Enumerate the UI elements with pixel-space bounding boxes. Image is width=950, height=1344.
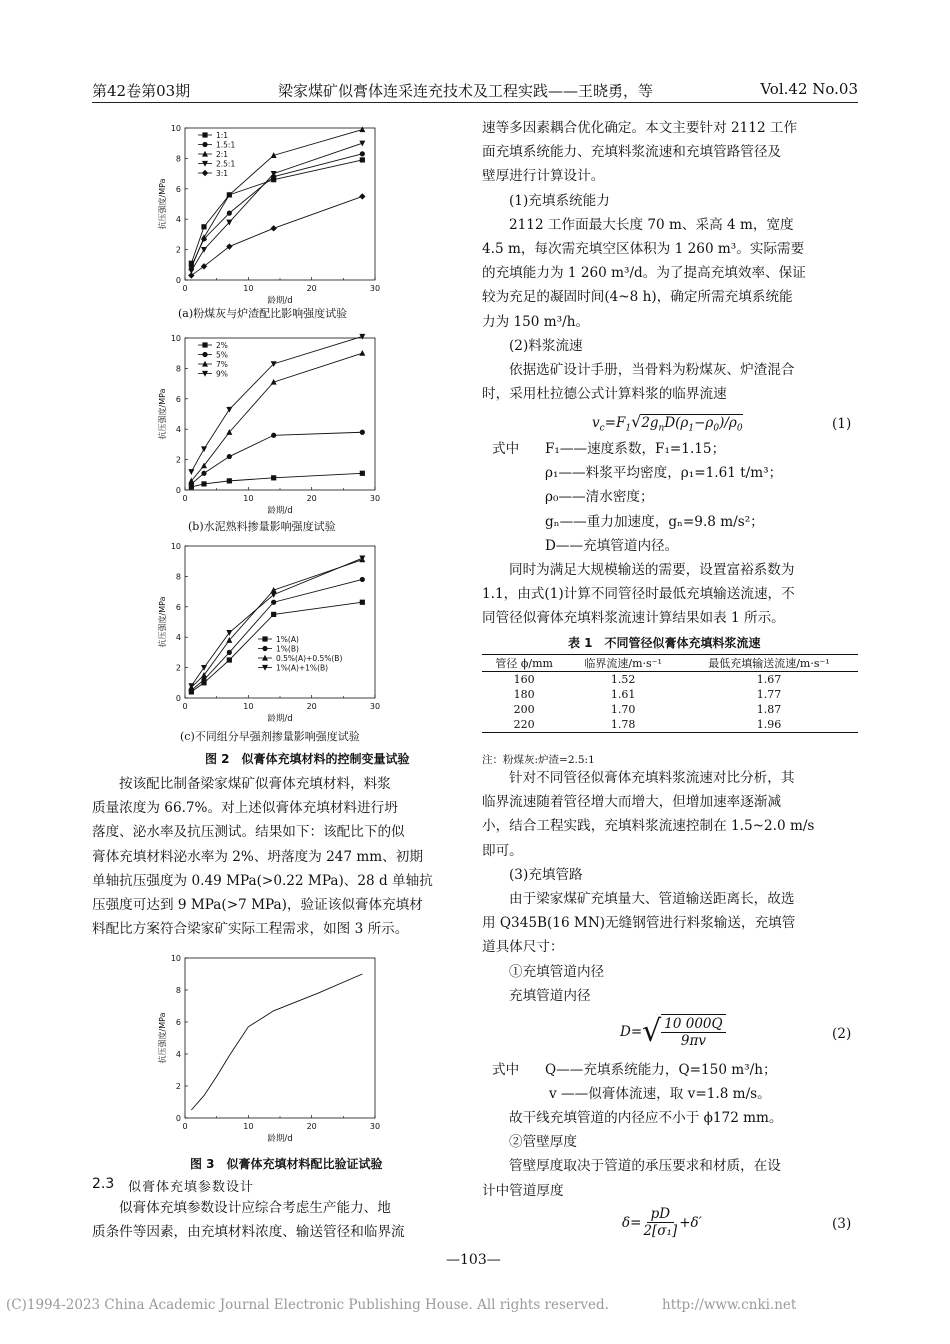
table-cell: 220	[513, 718, 535, 731]
x-tick-label: 30	[369, 1122, 381, 1131]
y-tick-label: 6	[175, 184, 181, 194]
legend-label: 2.5:1	[216, 159, 236, 169]
x-axis-label: 龄期/d	[267, 1134, 293, 1144]
series-line	[191, 432, 362, 484]
subheading: (3)充填管路	[509, 866, 583, 883]
y-tick-label: 0	[175, 276, 181, 285]
table-note: 注：粉煤灰:炉渣=2.5:1	[482, 754, 595, 766]
table-cell: 1.77	[756, 688, 782, 701]
text-line: 1.1，由式(1)计算不同管径时最低充填输送流速，不	[482, 586, 795, 603]
data-point	[360, 151, 365, 156]
y-tick-label: 8	[175, 986, 181, 995]
legend-marker	[202, 132, 207, 137]
y-tick-label: 10	[170, 542, 181, 551]
table-cell: 1.78	[610, 718, 636, 731]
data-point	[271, 433, 276, 438]
text-line: 料配比方案符合梁家矿实际工程需求，如图 3 所示。	[92, 921, 409, 938]
page-number: —103—	[446, 1252, 501, 1268]
series-line	[191, 974, 362, 1110]
where-item: gₙ——重力加速度，gₙ=9.8 m/s²；	[545, 513, 764, 530]
header-volume: Vol.42 No.03	[760, 80, 858, 98]
subheading: (1)充填系统能力	[509, 192, 610, 209]
table-cell: 1.70	[610, 703, 636, 716]
x-tick-label: 0	[182, 702, 188, 711]
table-cell: 1.61	[610, 688, 636, 701]
eq2-lhs: D=	[620, 1023, 643, 1040]
eq1-root-e: −ρ	[694, 415, 714, 431]
x-tick-label: 30	[369, 284, 381, 293]
eq1-number: (1)	[832, 416, 852, 432]
legend-label: 7%	[216, 360, 228, 369]
x-tick-label: 20	[306, 702, 317, 711]
legend-label: 1.5:1	[216, 140, 236, 150]
eq1-root: 2g	[641, 415, 659, 431]
legend-label: 5%	[216, 350, 228, 360]
data-point	[188, 272, 194, 278]
table-cell: 1.96	[756, 718, 782, 731]
header-article-title: 梁家煤矿似膏体连采连充技术及工程实践——王晓勇，等	[278, 82, 654, 100]
y-tick-label: 4	[175, 425, 181, 435]
x-axis-label: 龄期/d	[267, 296, 293, 306]
data-point	[271, 600, 276, 605]
x-axis-label: 龄期/d	[267, 714, 293, 724]
y-tick-label: 4	[175, 1050, 181, 1059]
text-line: 时，采用杜拉德公式计算料浆的临界流速	[482, 386, 727, 403]
legend-label: 2:1	[216, 150, 229, 159]
text-line: 由于梁家煤矿充填量大、管道输送距离长，故选	[509, 891, 795, 908]
text-line: 依据选矿设计手册，当骨料为粉煤灰、炉渣混合	[509, 362, 795, 379]
y-axis-label: 抗压强度/MPa	[158, 596, 167, 648]
where-list-2	[545, 1058, 777, 1106]
data-point	[360, 157, 365, 162]
where-item: Q——充填系统能力，Q=150 m³/h；	[545, 1062, 777, 1078]
legend-label: 3:1	[216, 169, 229, 178]
where-list-1	[545, 437, 782, 558]
data-point	[360, 577, 365, 582]
y-tick-label: 10	[170, 954, 181, 963]
eq1-root-c: D(ρ	[664, 415, 689, 431]
data-point	[201, 471, 206, 476]
y-tick-label: 6	[175, 1018, 181, 1027]
x-tick-label: 10	[243, 494, 254, 503]
eq1-root-h: 0	[736, 423, 743, 434]
x-tick-label: 30	[369, 702, 381, 711]
y-tick-label: 0	[175, 1114, 181, 1123]
data-point	[227, 478, 232, 483]
eq2-number: (2)	[832, 1026, 852, 1042]
y-tick-label: 6	[175, 394, 181, 404]
y-axis-label: 抗压强度/MPa	[158, 1012, 167, 1064]
x-tick-label: 0	[182, 284, 188, 293]
y-tick-label: 8	[175, 572, 181, 582]
subheading: ②管壁厚度	[509, 1134, 577, 1151]
text-line: 似膏体充填参数设计应综合考虑生产能力、地	[119, 1200, 391, 1216]
chart-a	[140, 118, 385, 328]
x-tick-label: 10	[243, 284, 254, 293]
y-tick-label: 10	[170, 334, 181, 343]
data-point	[227, 454, 232, 459]
table-row	[482, 702, 858, 717]
text-line: 质量浓度为 66.7%。对上述似膏体充填材料进行坍	[92, 800, 398, 817]
eq1-root-d: 1	[688, 423, 695, 434]
table-cell: 180	[513, 688, 535, 701]
text-line: 4.5 m，每次需充填空区体积为 1 260 m³。实际需要	[482, 241, 805, 258]
table-cell: 1.87	[756, 703, 782, 716]
table-row	[482, 687, 858, 702]
eq3-numerator: pD	[647, 1206, 674, 1223]
section-number: 2.3	[92, 1176, 115, 1192]
eq1-sub: c	[599, 423, 605, 434]
y-tick-label: 10	[170, 124, 181, 133]
legend-label: 1%(A)	[276, 635, 299, 644]
legend-marker	[202, 342, 207, 347]
where-item: ρ₁——料浆平均密度，ρ₁=1.61 t/m³；	[545, 465, 783, 482]
text-line: 较为充足的凝固时间(4~8 h)，确定所需充填系统能	[482, 289, 793, 306]
left-paragraph-2	[92, 1196, 405, 1244]
table-1	[482, 654, 858, 733]
x-tick-label: 30	[369, 494, 381, 503]
text-line: 用 Q345B(16 MN)无缝钢管进行料浆输送，充填管	[482, 915, 796, 932]
where-item: v ——似膏体流速，取 v=1.8 m/s。	[549, 1086, 771, 1103]
right-paragraph-4	[482, 766, 814, 1008]
y-tick-label: 2	[175, 1082, 181, 1091]
eq1-lhs: v	[592, 415, 600, 431]
legend-label: 2%	[216, 341, 228, 350]
text-line: 壁厚进行计算设计。	[482, 168, 605, 185]
chart-b	[140, 328, 385, 518]
where-label-1: 式中	[492, 441, 520, 457]
data-point	[201, 446, 207, 452]
y-tick-label: 8	[175, 364, 181, 374]
fig2a-caption: (a)粉煤灰与炉渣配比影响强度试验	[178, 307, 348, 320]
where-item: ρ₀——清水密度；	[545, 489, 654, 506]
right-column-top	[482, 116, 806, 406]
text-line: 充填管道内径	[509, 987, 591, 1004]
y-axis-label: 抗压强度/MPa	[158, 388, 167, 440]
fig2-caption: 图 2 似膏体充填材料的控制变量试验	[205, 752, 410, 766]
y-tick-label: 2	[175, 455, 181, 465]
data-point	[227, 211, 232, 216]
eq2-denominator: 9πv	[680, 1033, 706, 1049]
data-point	[359, 193, 365, 199]
plot-frame	[185, 958, 375, 1118]
legend-marker	[262, 646, 267, 651]
eq1-rhs: =F	[604, 415, 626, 431]
text-line: 落度、泌水率及抗压测试。结果如下：该配比下的似	[92, 824, 405, 841]
text-line: 即可。	[482, 842, 523, 859]
eq3-denominator: 2[σ₁]	[643, 1223, 678, 1239]
data-point	[360, 430, 365, 435]
y-tick-label: 8	[175, 154, 181, 164]
legend-label: 1%(A)+1%(B)	[276, 663, 329, 673]
x-tick-label: 20	[306, 1122, 317, 1131]
x-tick-label: 10	[243, 1122, 254, 1131]
data-point	[201, 677, 206, 682]
equation-3	[622, 1206, 702, 1239]
where-item: F₁——速度系数，F₁=1.15；	[545, 441, 726, 457]
text-line: 小，结合工程实践，充填料浆流速控制在 1.5~2.0 m/s	[482, 818, 815, 835]
where-label-2: 式中	[492, 1062, 520, 1078]
right-paragraph-3	[482, 558, 795, 631]
series-line	[191, 473, 362, 487]
data-point	[360, 471, 365, 476]
plot-frame	[185, 546, 375, 698]
x-tick-label: 10	[243, 702, 254, 711]
table-cell: 160	[513, 673, 535, 686]
eq1-rhs-sub: 1	[625, 423, 632, 434]
x-tick-label: 20	[306, 494, 317, 503]
data-point	[271, 612, 276, 617]
eq2-numerator: 10 000Q	[661, 1016, 725, 1033]
text-line: 质条件等因素，由充填材料浓度、输送管径和临界流	[92, 1224, 405, 1241]
data-point	[359, 126, 365, 132]
equation-2: D= √ $\frac{10 000Q}{9\pi v}$	[620, 1014, 726, 1049]
x-tick-label: 0	[182, 494, 188, 503]
y-tick-label: 0	[175, 694, 181, 703]
text-line: 计中管道厚度	[482, 1182, 564, 1199]
legend-label: 1:1	[216, 131, 229, 140]
data-point	[227, 650, 232, 655]
eq1-root-f: 0	[713, 423, 720, 434]
table-title: 表 1 不同管径似膏体充填料浆流速	[568, 636, 761, 650]
y-tick-label: 4	[175, 633, 181, 643]
text-line: 管壁厚度取决于管道的承压要求和材质，在设	[509, 1158, 781, 1175]
y-tick-label: 2	[175, 663, 181, 673]
where-item: D——充填管道内径。	[545, 537, 679, 554]
chart-c	[140, 536, 385, 726]
footer-copyright: (C)1994-2023 China Academic Journal Electronic Publishing House. All rights reserved.	[6, 1297, 609, 1313]
table-row	[482, 717, 858, 732]
data-point	[201, 247, 207, 253]
text-line: 同时为满足大规模输送的需要，设置富裕系数为	[509, 562, 795, 578]
data-point	[188, 469, 194, 475]
table-header: 临界流速/m·s⁻¹	[584, 657, 662, 670]
legend-marker	[202, 170, 208, 176]
header-rule	[92, 102, 858, 103]
right-paragraph-6	[482, 1106, 783, 1203]
data-point	[201, 224, 206, 229]
y-tick-label: 2	[175, 245, 181, 255]
plot-frame	[185, 128, 375, 280]
legend-marker	[202, 142, 207, 147]
text-line: 膏体充填材料泌水率为 2%、坍落度为 247 mm、初期	[92, 848, 423, 865]
table-cell: 1.67	[756, 673, 782, 686]
data-point	[271, 475, 276, 480]
text-line: 单轴抗压强度为 0.49 MPa(>0.22 MPa)、28 d 单轴抗	[92, 872, 433, 889]
y-tick-label: 4	[175, 215, 181, 225]
data-point	[227, 657, 232, 662]
chart-d	[140, 948, 385, 1146]
eq3-number: (3)	[832, 1216, 852, 1232]
subheading: (2)料浆流速	[509, 337, 583, 354]
text-line: 2112 工作面最大长度 70 m、采高 4 m，宽度	[509, 216, 794, 233]
text-line: 面充填系统能力、充填料浆流速和充填管路管径及	[482, 144, 782, 161]
text-line: 故干线充填管道的内径应不小于 ϕ172 mm。	[509, 1110, 783, 1126]
table-header: 最低充填输送流速/m·s⁻¹	[708, 657, 830, 670]
header-journal-issue: 第42卷第03期	[92, 82, 191, 100]
y-axis-label: 抗压强度/MPa	[158, 178, 167, 230]
left-paragraph	[92, 772, 464, 941]
eq3-tail: +δ′	[679, 1214, 702, 1231]
y-tick-label: 6	[175, 602, 181, 612]
text-line: 力为 150 m³/h。	[482, 313, 590, 330]
data-point	[360, 600, 365, 605]
legend-marker	[202, 352, 207, 357]
text-line: 压强度可达到 9 MPa(>7 MPa)，验证该似膏体充填材	[92, 897, 423, 914]
text-line: 同管径似膏体充填料浆流速计算结果如表 1 所示。	[482, 610, 785, 627]
text-line: 的充填能力为 1 260 m³/d。为了提高充填效率、保证	[482, 265, 806, 282]
eq3-lhs: δ=	[622, 1214, 642, 1231]
equation-1: $v_c=F_1√2g_nD(\rho_1-\rho_0)/\rho_0$	[592, 412, 743, 434]
table-cell: 1.52	[610, 673, 636, 686]
data-point	[226, 407, 232, 413]
text-line: 临界流速随着管径增大而增大，但增加速率逐渐减	[482, 794, 782, 811]
text-line: 速等多因素耦合优化确定。本文主要针对 2112 工作	[482, 120, 798, 136]
data-point	[270, 225, 276, 231]
fig2c-caption: (c)不同组分早强剂掺量影响强度试验	[180, 730, 360, 743]
subheading: ①充填管道内径	[509, 963, 605, 980]
text-line: 针对不同管径似膏体充填料浆流速对比分析，其	[509, 770, 795, 786]
text-line: 按该配比制备梁家煤矿似膏体充填材料，料浆	[119, 776, 391, 792]
legend-label: 9%	[216, 369, 228, 379]
data-point	[359, 350, 365, 356]
footer-url: http://www.cnki.net	[662, 1297, 797, 1313]
table-cell: 200	[513, 703, 535, 716]
legend-marker	[262, 636, 267, 641]
y-tick-label: 0	[175, 486, 181, 495]
x-tick-label: 20	[306, 284, 317, 293]
legend-label: 0.5%(A)+0.5%(B)	[276, 654, 343, 663]
table-row	[482, 672, 858, 688]
legend-label: 1%(B)	[276, 644, 299, 654]
data-point	[201, 481, 206, 486]
x-tick-label: 0	[182, 1122, 188, 1131]
fig3-caption: 图 3 似膏体充填材料配比验证试验	[190, 1157, 383, 1171]
text-line: 道具体尺寸：	[482, 939, 564, 956]
x-axis-label: 龄期/d	[267, 506, 293, 516]
eq1-root-sub: n	[658, 423, 665, 434]
table-header: 管径 ϕ/mm	[495, 657, 553, 670]
fig2b-caption: (b)水泥熟料掺量影响强度试验	[188, 520, 336, 533]
section-title: 似膏体充填参数设计	[128, 1180, 255, 1195]
eq1-root-g: )/ρ	[719, 415, 737, 431]
